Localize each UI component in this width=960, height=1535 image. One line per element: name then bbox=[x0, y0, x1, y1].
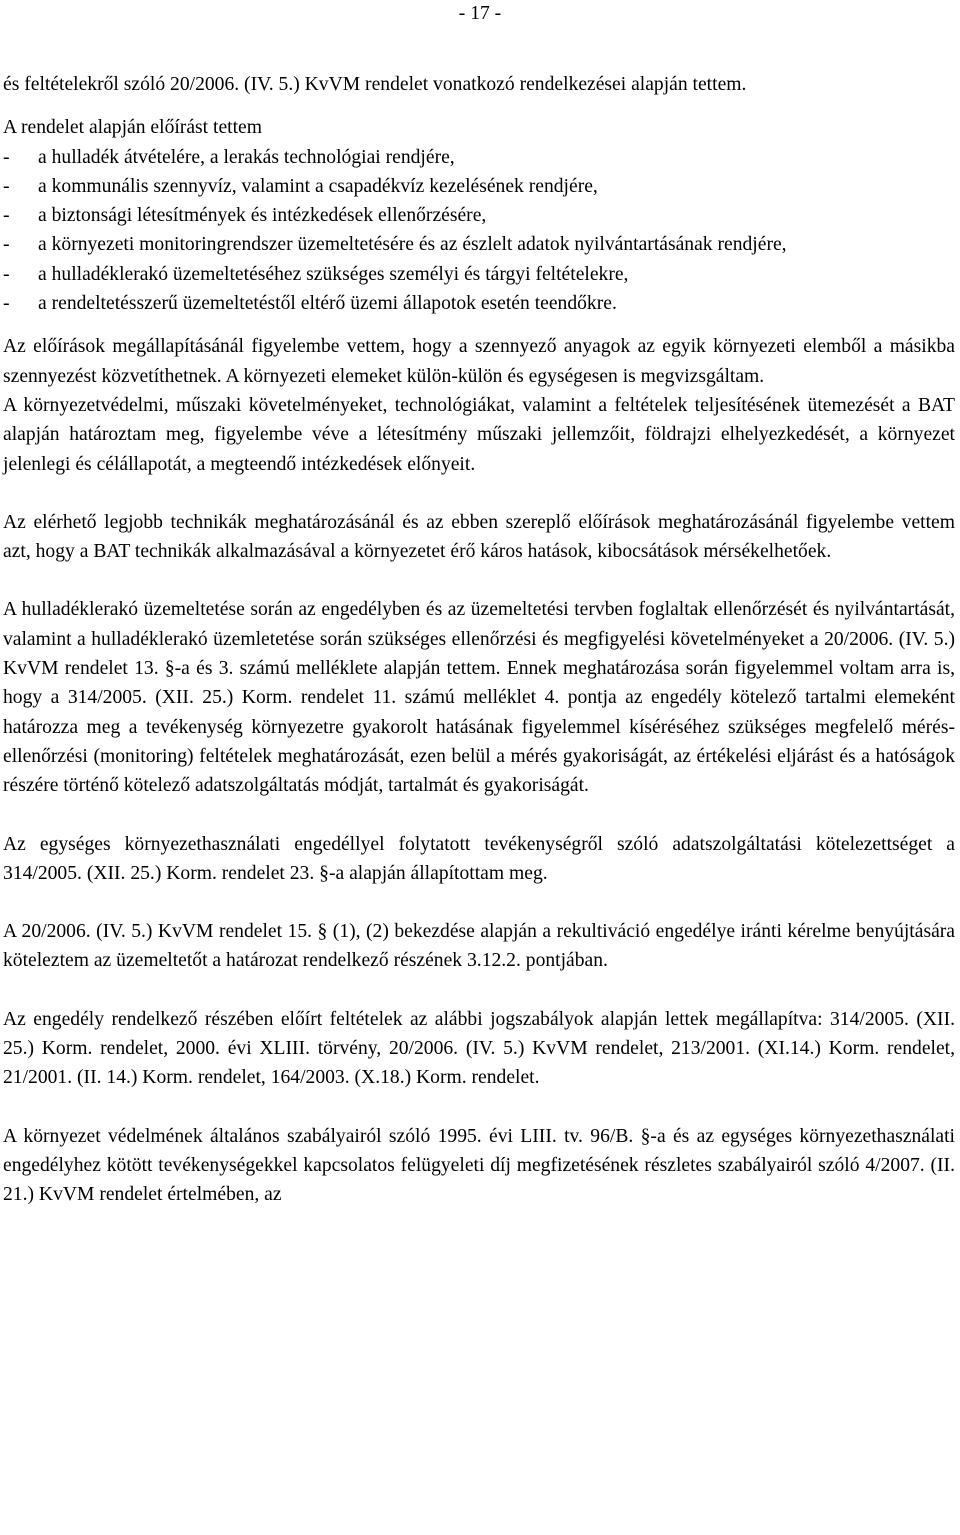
intro-continuation: és feltételekről szóló 20/2006. (IV. 5.) KvVM rendelet vonatkozó rendelkezései alapján tettem. bbox=[3, 74, 747, 95]
list-item: - a hulladék átvételére, a lerakás technológiai rendjére, bbox=[3, 143, 955, 172]
dash-marker: - bbox=[3, 263, 10, 285]
paragraph-bat-requirements: A környezetvédelmi, műszaki követelményeket, technológiákat, valamint a feltételek teljesítésének ütemezését a BAT alapján határoztam meg, figyelembe véve a létesítmény műszaki jellemzőit, földrajzi elhelyezkedését, a környezet jelenlegi és célállapotát, a megteendő intézkedések előnyeit. bbox=[3, 394, 955, 475]
paragraph-recultivation: A 20/2006. (IV. 5.) KvVM rendelet 15. § (1), (2) bekezdése alapján a rekultiváció engedélye iránti kérelme benyújtására köteleztem az üzemeltetőt a határozat rendelkező részének 3.12.2. pontjában. bbox=[3, 921, 955, 972]
list-item: - a kommunális szennyvíz, valamint a csapadékvíz kezelésének rendjére, bbox=[3, 172, 955, 201]
dash-marker: - bbox=[3, 175, 10, 197]
truncated-paragraph-wrapper bbox=[3, 1122, 955, 1239]
page-number: - 17 - bbox=[458, 3, 502, 24]
rules-list bbox=[3, 143, 955, 319]
rules-intro: A rendelet alapján előírást tettem bbox=[3, 117, 262, 139]
paragraph-pollutants: Az előírások megállapításánál figyelembe vettem, hogy a szennyező anyagok az egyik környezeti elemből a másikba szennyezést közvetíthetnek. A környezeti elemeket külön-külön és egységesen is megvizsgáltam. bbox=[3, 336, 955, 387]
dash-marker: - bbox=[3, 146, 10, 168]
paragraph-monitoring: A hulladéklerakó üzemeltetése során az engedélyben és az üzemeltetési tervben foglaltak ellenőrzését és nyilvántartását, valamint a hulladéklerakó üzemletetése során szükséges ellenőrzési és megfigyelési követelményeket a 20/2006. (IV. 5.) KvVM rendelet 13. §-a és 3. számú melléklete alapján tettem. Ennek meghatározása során figyelemmel voltam arra is, hogy a 314/2005. (XII. 25.) Korm. rendelet 11. számú melléklet 4. pontja az engedély kötelező tartalmi elemeként határozza meg a tevékenység környezetre gyakorolt hatásának figyelemmel kíséréséhez szükséges megfelelő mérés-ellenőrzési (monitoring) feltételek meghatározását, ezen belül a mérés gyakoriságát, az értékelési eljárást és a hatóságok részére történő kötelező adatszolgáltatás módját, tartalmát és gyakoriságát. bbox=[3, 599, 955, 797]
list-item: - a biztonsági létesítmények és intézkedések ellenőrzésére, bbox=[3, 201, 955, 230]
dash-marker: - bbox=[3, 234, 10, 256]
list-item: - a környezeti monitoringrendszer üzemeltetésére és az észlelt adatok nyilvántartásának rendjére, bbox=[3, 230, 955, 259]
list-item: - a hulladéklerakó üzemeltetéséhez szükséges személyi és tárgyi feltételekre, bbox=[3, 260, 955, 289]
paragraph-data-reporting: Az egységes környezethasználati engedéllyel folytatott tevékenységről szóló adatszolgáltatási kötelezettséget a 314/2005. (XII. 25.) Korm. rendelet 23. §-a alapján állapítottam meg. bbox=[3, 833, 955, 884]
dash-marker: - bbox=[3, 293, 10, 315]
dash-marker: - bbox=[3, 205, 10, 227]
document-body bbox=[3, 70, 955, 1239]
paragraph-supervision-fee: A környezet védelmének általános szabályairól szóló 1995. évi LIII. tv. 96/B. §-a és az egységes környezethasználati engedélyhez kötött tevékenységekkel kapcsolatos felügyeleti díj megfizetésének részletes szabályairól szóló 4/2007. (II. 21.) KvVM rendelet értelmében, az bbox=[3, 1125, 955, 1206]
list-item: - a rendeltetésszerű üzemeltetéstől eltérő üzemi állapotok esetén teendőkre. bbox=[3, 289, 955, 318]
paragraph-best-techniques: Az elérhető legjobb technikák meghatározásánál és az ebben szereplő előírások meghatározásánál figyelembe vettem azt, hogy a BAT technikák alkalmazásával a környezetet érő káros hatások, kibocsátások mérsékelhetőek. bbox=[3, 511, 955, 563]
paragraph-legal-basis: Az engedély rendelkező részében előírt feltételek az alábbi jogszabályok alapján lettek megállapítva: 314/2005. (XII. 25.) Korm. rendelet, 2000. évi XLIII. törvény, 20/2006. (IV. 5.) KvVM rendelet, 213/2001. (XI.14.) Korm. rendelet, 21/2001. (II. 14.) Korm. rendelet, 164/2003. (X.18.) Korm. rendelet. bbox=[3, 1008, 955, 1089]
